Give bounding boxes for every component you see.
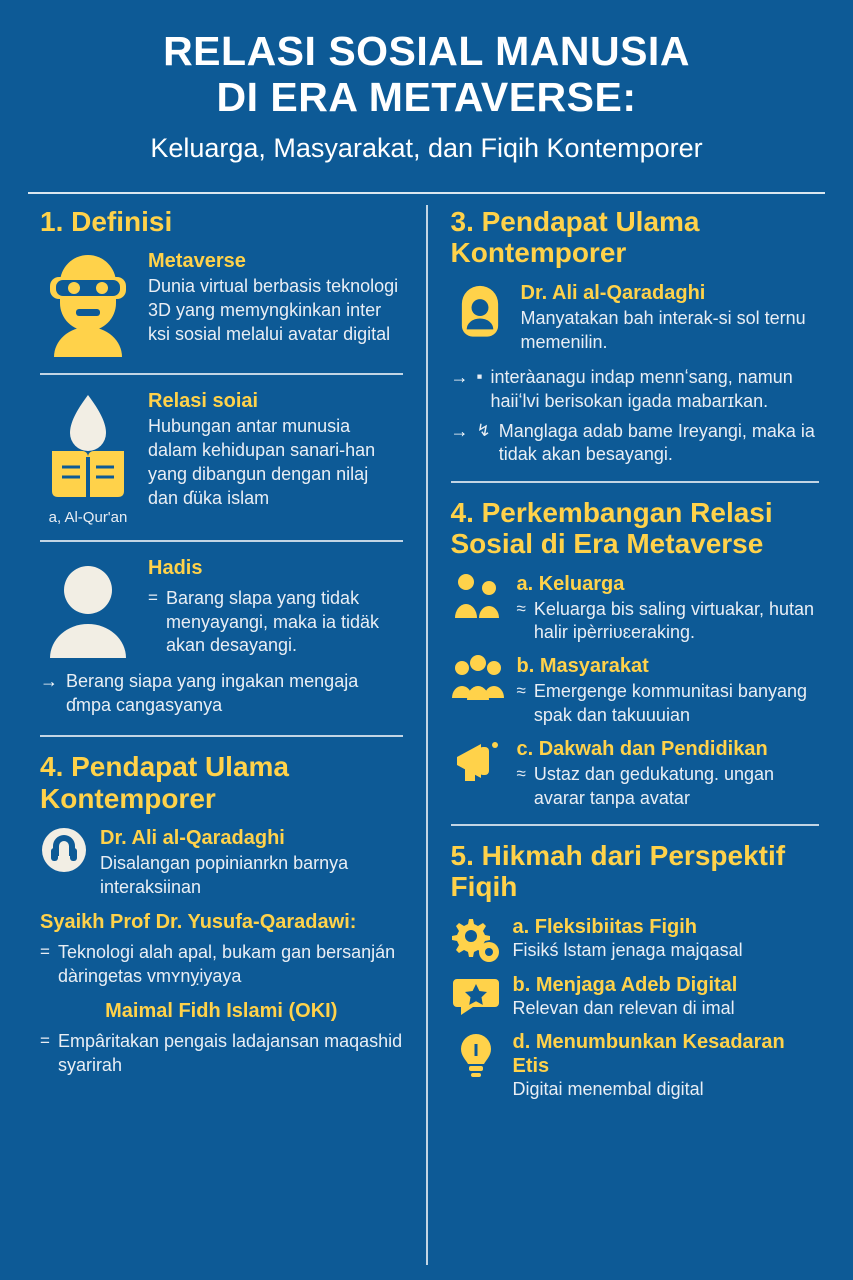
entry-masyarakat-body [517, 654, 820, 727]
left-column [26, 194, 427, 1264]
bullet-yusuf-qaradawi [40, 941, 403, 988]
entry-fleksibilitas-title: a. Fleksibiitas Figih [512, 915, 697, 938]
entry-masyarakat [451, 654, 820, 727]
section-definisi-heading: 1. Definisi [40, 206, 173, 238]
sub-head-yusuf-qaradawi: Syaikh Prof Dr. Yusufa-Qaradawi: [40, 911, 357, 934]
entry-kesadaran-etis-text: Digitai menembal digital [512, 1079, 704, 1100]
entry-hadis-bullet-1 [148, 587, 403, 657]
entry-relasi-caption: a, Al-Qur'an [48, 509, 128, 527]
quran-book-icon [40, 389, 136, 526]
left-divider-3 [40, 735, 403, 737]
bullet-mark: = [40, 942, 50, 962]
right-divider-2 [451, 824, 820, 826]
entry-kesadaran-etis-body [513, 1030, 820, 1102]
entry-qaradaghi-right [451, 281, 820, 355]
page-title-line1: RELASI SOSIAL MANUSIA [163, 28, 690, 74]
right-bullet-1 [451, 366, 820, 413]
entry-keluarga [451, 572, 820, 645]
bullet-mark: ≈ [516, 681, 526, 701]
arrow-icon: → [450, 421, 469, 442]
entry-hadis [40, 556, 403, 660]
entry-masyarakat-title: b. Masyarakat [516, 655, 649, 678]
bullet-text: Teknologi alah apal, bukam ɡan bersanján dàringetas ᴠmʏnỵiyaya [57, 942, 396, 986]
chat-star-icon [451, 973, 501, 1019]
entry-dakwah-title: c. Dakwah dan Pendidikan [516, 738, 768, 761]
right-bullet-2 [451, 420, 820, 467]
section-pendapat-ulama-left-heading: 4. Pendapat Ulama Kontemporer [40, 751, 289, 814]
entry-fleksibilitas-text: Fisikś lstam jenaga majqasal [512, 939, 743, 960]
family-icon [451, 572, 505, 624]
section-hikmah-heading: 5. Hikmah dari Perspektif Fiqih [450, 839, 786, 903]
entry-relasi-text: Hubungan antar munusia dalam kehidupan sanari-han yang dibangun dengan nilaj dan ɗüka islam [148, 416, 376, 508]
bullet-mark: ≈ [516, 764, 526, 784]
entry-qaradaghi-right-text: Manyatakan bah interak-si sol ternu memenilin. [520, 307, 806, 352]
entry-keluarga-title: a. Keluarga [516, 572, 625, 595]
bullet-text: Barang slapa yang tidak menyayangi, maka ia tidäk akan desayangi. [165, 588, 380, 656]
entry-keluarga-bullet [517, 598, 820, 645]
megaphone-icon [451, 737, 505, 787]
entry-adab-digital [451, 973, 820, 1021]
vr-headset-person-icon [40, 249, 136, 359]
bullet-text: Ustaz dan gedukatung. ungan avarar tanpa avatar [533, 764, 775, 808]
entry-relasi-body [148, 389, 403, 510]
gears-icon [451, 915, 501, 963]
entry-keluarga-body [517, 572, 820, 645]
entry-qaradaghi-right-body [521, 281, 820, 355]
entry-dakwah [451, 737, 820, 810]
sub-head-majma-fiqh: Maimal Fidh Islami (OKI) [105, 1000, 338, 1023]
entry-metaverse-text: Dunia virtual berbasis teknologi 3D yang memyngkinkan inter ksi sosial melalui avatar digital [148, 276, 399, 344]
section-perkembangan-heading: 4. Perkembangan Relasi Sosial di Era Metaverse [450, 496, 773, 560]
entry-fleksibilitas-body [513, 915, 820, 963]
entry-adab-digital-text: Relevan dan relevan di imal [512, 997, 735, 1018]
hadith-person-icon [40, 556, 136, 660]
lightbulb-icon [451, 1030, 501, 1078]
bullet-mark: ▪ [476, 367, 483, 387]
bullet-text: Manglaga adab bame Ireyangi, maka ia tidak akan besayangi. [498, 421, 815, 465]
entry-hadis-body [148, 556, 403, 657]
bullet-mark: = [40, 1031, 50, 1051]
bullet-mark: ↯ [476, 421, 491, 441]
entry-metaverse-body [148, 249, 403, 346]
scholar-head-icon [451, 281, 509, 339]
left-divider-2 [40, 540, 403, 542]
entry-qaradaghi-right-name: Dr. Ali al-Qaradaghi [520, 281, 706, 304]
left-divider-1 [40, 373, 403, 375]
entry-relasi-title: Relasi soiai [148, 390, 259, 413]
right-column [427, 194, 828, 1264]
entry-masyarakat-bullet [517, 680, 820, 727]
bullet-mark: = [148, 588, 158, 608]
bullet-text: Emergenge kommunitasi banyang spak dan takuuuian [533, 681, 807, 725]
bullet-text: interàanagu indap mennʻsang, namun haiiʻlvi berisokan igada mabarɪkan. [490, 367, 793, 411]
entry-dakwah-body [517, 737, 820, 810]
entry-hadis-title: Hadis [148, 557, 203, 580]
bullet-text: Berang siapa yang ingakan mengaja ɗmpa cangasyanya [66, 671, 359, 715]
entry-qaradaghi-left-text: Disalangan popinianrkn barnya interaksiinan [100, 852, 349, 897]
right-divider-1 [451, 481, 820, 483]
bullet-text: Empâritakan pengais ladajansan maqashid syarirah [57, 1031, 403, 1075]
page-title-line2: DI ERA METAVERSE: [216, 74, 637, 121]
entry-fleksibilitas [451, 915, 820, 963]
entry-qaradaghi-left [40, 826, 403, 900]
page-title [36, 28, 817, 121]
entry-kesadaran-etis [451, 1030, 820, 1102]
entry-hadis-bullet-2 [40, 670, 403, 717]
bullet-mark: ≈ [516, 598, 526, 618]
page-subtitle: Keluarga, Masyarakat, dan Fiqih Kontemporer [150, 132, 703, 163]
community-icon [451, 654, 505, 706]
arrow-icon: → [450, 367, 469, 388]
entry-adab-digital-body [513, 973, 820, 1021]
bullet-majma-fiqh [40, 1030, 403, 1077]
entry-kesadaran-etis-title: d. Menumbunkan Kesadaran Etis [512, 1031, 785, 1078]
scholar-head-icon [40, 826, 88, 874]
content-columns [26, 194, 827, 1264]
entry-dakwah-bullet [517, 763, 820, 810]
section-pendapat-ulama-right-heading: 3. Pendapat Ulama Kontemporer [450, 206, 700, 269]
entry-qaradaghi-left-body [100, 826, 403, 900]
page-header [26, 22, 827, 178]
entry-relasi-sosial [40, 389, 403, 526]
bullet-text: Keluarga bis saling virtuakar, hutan halir ipèrriᴜɛeraking. [533, 598, 815, 642]
entry-adab-digital-title: b. Menjaga Adeb Digital [512, 973, 738, 996]
entry-metaverse-title: Metaverse [148, 250, 246, 273]
arrow-icon: → [40, 671, 58, 692]
entry-qaradaghi-left-name: Dr. Ali al-Qaradaghi [100, 826, 285, 849]
entry-metaverse [40, 249, 403, 359]
